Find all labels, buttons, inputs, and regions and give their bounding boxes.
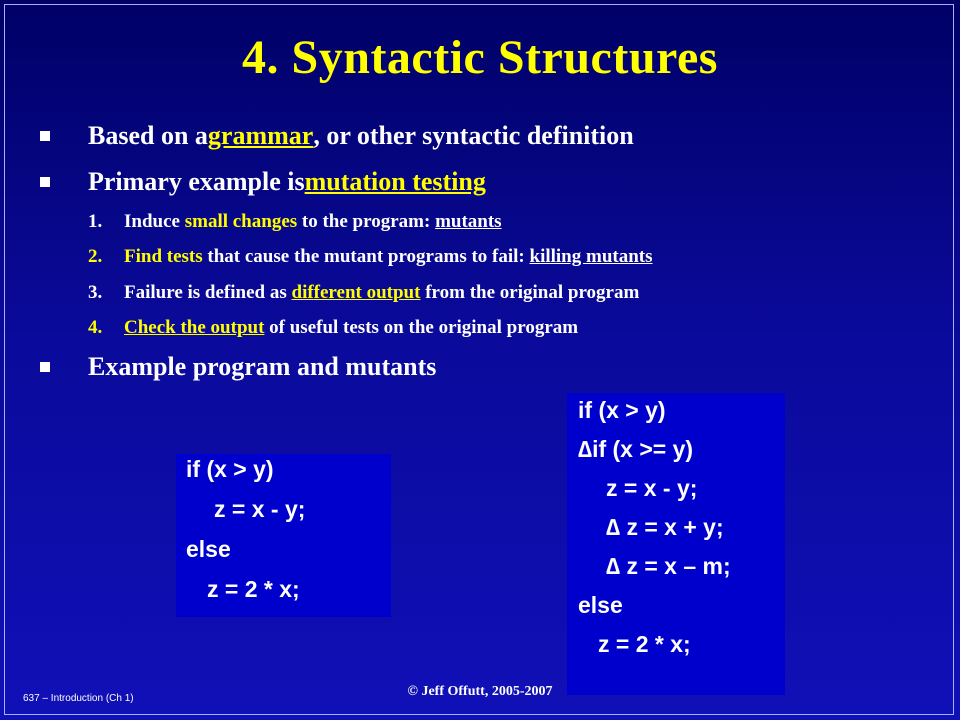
step-number: 2. [88, 246, 103, 267]
step-underline: killing mutants [529, 246, 653, 267]
code-line: if (x > y) [578, 397, 666, 423]
bullet-example [40, 352, 436, 382]
step-4 [88, 317, 578, 339]
mutant-code-box [567, 393, 785, 695]
footer-copyright: © Jeff Offutt, 2005-2007 [407, 684, 553, 699]
step-text: that cause the mutant programs to fail: [202, 246, 530, 267]
step-highlight: Find tests [124, 246, 203, 267]
code-line: else [578, 592, 623, 618]
step-2 [88, 246, 653, 268]
step-text: of useful tests on the original program [264, 317, 579, 338]
mutant-code-line: ∆ z = x + y; [606, 514, 724, 540]
bullet-text-after: , or other syntactic definition [313, 121, 634, 150]
bullet-square-icon [40, 177, 50, 187]
step-highlight: Check the output [124, 317, 265, 338]
mutant-code-line: ∆ z = x – m; [606, 553, 731, 579]
bullet-text: Example program and mutants [88, 352, 437, 381]
step-1 [88, 211, 502, 233]
code-line: z = x - y; [214, 496, 306, 522]
step-underline: mutants [435, 211, 502, 232]
step-text: to the program: [297, 211, 436, 232]
bullet-grammar [40, 121, 634, 151]
bullet-text-before: Based on a [88, 121, 208, 150]
step-text: Failure is defined as [124, 282, 292, 303]
code-line: if (x > y) [186, 456, 274, 482]
step-text: from the original program [420, 282, 640, 303]
program-code-box [176, 454, 391, 617]
step-highlight: different output [291, 282, 421, 303]
step-text: Induce [124, 211, 185, 232]
mutant-code-line: ∆if (x >= y) [578, 436, 694, 462]
step-3 [88, 282, 639, 304]
step-number: 1. [88, 211, 103, 232]
code-line: z = 2 * x; [598, 631, 691, 657]
bullet-highlight: grammar [207, 121, 314, 150]
bullet-text-before: Primary example is [88, 167, 305, 196]
bullet-highlight: mutation testing [304, 167, 486, 196]
step-number: 4. [88, 317, 103, 338]
slide-title: 4. Syntactic Structures [242, 31, 718, 84]
bullet-square-icon [40, 131, 50, 141]
footer-course-label: 637 – Introduction (Ch 1) [23, 693, 134, 704]
code-line: z = 2 * x; [207, 576, 300, 602]
bullet-square-icon [40, 362, 50, 372]
code-line: z = x - y; [606, 475, 698, 501]
code-line: else [186, 536, 231, 562]
bullet-mutation-testing [40, 167, 486, 197]
step-highlight: small changes [184, 211, 298, 232]
step-number: 3. [88, 282, 103, 303]
